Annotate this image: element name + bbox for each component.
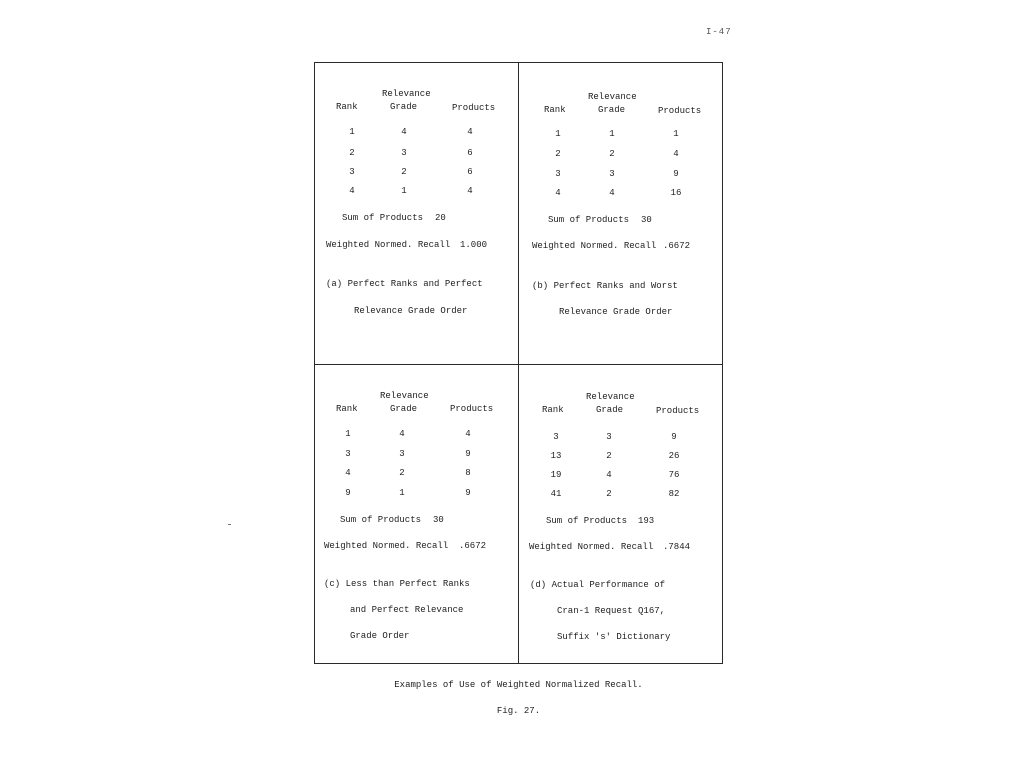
rank-cell: 1	[349, 127, 355, 137]
grade-header: Grade	[598, 105, 626, 115]
relevance-header: Relevance	[588, 92, 637, 102]
product-cell: 6	[467, 148, 473, 158]
panel-caption-line: (c) Less than Perfect Ranks	[324, 579, 470, 589]
sum-value: 30	[641, 215, 652, 225]
grade-cell: 1	[401, 186, 407, 196]
panel-b	[518, 62, 723, 364]
product-cell: 9	[673, 169, 679, 179]
recall-value: .6672	[459, 541, 487, 551]
rank-cell: 2	[349, 148, 355, 158]
rank-cell: 1	[555, 129, 561, 139]
rank-header: Rank	[544, 105, 566, 115]
products-header: Products	[658, 106, 702, 116]
products-header: Products	[452, 103, 496, 113]
rank-cell: 4	[555, 188, 561, 198]
product-cell: 4	[673, 149, 679, 159]
grade-cell: 3	[401, 148, 407, 158]
recall-value: .6672	[663, 241, 691, 251]
product-cell: 4	[465, 429, 471, 439]
panel-caption-line: and Perfect Relevance	[350, 605, 464, 615]
product-cell: 26	[668, 451, 680, 461]
panel-caption-line: (a) Perfect Ranks and Perfect	[326, 279, 483, 289]
grade-header: Grade	[390, 102, 418, 112]
grade-cell: 3	[609, 169, 615, 179]
scan-speck	[228, 524, 231, 525]
panel-caption-line: Grade Order	[350, 631, 410, 641]
grade-cell: 2	[606, 451, 612, 461]
rank-header: Rank	[542, 405, 564, 415]
rank-cell: 3	[349, 167, 355, 177]
rank-cell: 19	[550, 470, 562, 480]
rank-cell: 4	[349, 186, 355, 196]
rank-cell: 2	[555, 149, 561, 159]
product-cell: 82	[668, 489, 680, 499]
rank-cell: 41	[550, 489, 562, 499]
grade-cell: 4	[606, 470, 612, 480]
panel-caption-line: (b) Perfect Ranks and Worst	[532, 281, 678, 291]
sum-label: Sum of Products	[548, 215, 630, 225]
grade-cell: 3	[606, 432, 612, 442]
recall-label: Weighted Normed. Recall	[529, 542, 654, 552]
recall-label: Weighted Normed. Recall	[326, 240, 451, 250]
grade-cell: 4	[609, 188, 615, 198]
grade-cell: 4	[401, 127, 407, 137]
grade-cell: 1	[609, 129, 615, 139]
rank-header: Rank	[336, 102, 358, 112]
grade-cell: 1	[399, 488, 405, 498]
relevance-header: Relevance	[382, 89, 431, 99]
sum-value: 30	[433, 515, 444, 525]
recall-label: Weighted Normed. Recall	[532, 241, 657, 251]
panel-d	[518, 364, 723, 664]
rank-cell: 3	[555, 169, 561, 179]
rank-cell: 4	[345, 468, 351, 478]
panel-caption-line: Relevance Grade Order	[354, 306, 468, 316]
panel-caption-line: Suffix 's' Dictionary	[557, 632, 671, 642]
product-cell: 76	[668, 470, 680, 480]
panel-caption-line: Cran-1 Request Q167,	[557, 606, 666, 616]
grade-cell: 3	[399, 449, 405, 459]
products-header: Products	[450, 404, 494, 414]
recall-label: Weighted Normed. Recall	[324, 541, 449, 551]
sum-label: Sum of Products	[546, 516, 628, 526]
product-cell: 9	[465, 488, 471, 498]
product-cell: 6	[467, 167, 473, 177]
grade-cell: 4	[399, 429, 405, 439]
product-cell: 9	[465, 449, 471, 459]
rank-cell: 3	[553, 432, 559, 442]
sum-value: 193	[638, 516, 655, 526]
grade-cell: 2	[401, 167, 407, 177]
rank-cell: 1	[345, 429, 351, 439]
panel-c	[314, 364, 518, 664]
sum-label: Sum of Products	[342, 213, 424, 223]
product-cell: 16	[670, 188, 682, 198]
panel-caption-line: Relevance Grade Order	[559, 307, 673, 317]
relevance-header: Relevance	[586, 392, 635, 402]
products-header: Products	[656, 406, 700, 416]
product-cell: 9	[671, 432, 677, 442]
grade-header: Grade	[390, 404, 418, 414]
recall-value: 1.000	[460, 240, 488, 250]
rank-header: Rank	[336, 404, 358, 414]
product-cell: 1	[673, 129, 679, 139]
relevance-header: Relevance	[380, 391, 429, 401]
figure-label: Fig. 27.	[496, 706, 541, 716]
panel-a	[314, 62, 518, 364]
grade-header: Grade	[596, 405, 624, 415]
grade-cell: 2	[399, 468, 405, 478]
rank-cell: 9	[345, 488, 351, 498]
figure-caption: Examples of Use of Weighted Normalized Recall.	[394, 680, 643, 690]
grade-cell: 2	[606, 489, 612, 499]
product-cell: 8	[465, 468, 471, 478]
sum-label: Sum of Products	[340, 515, 422, 525]
product-cell: 4	[467, 186, 473, 196]
grade-cell: 2	[609, 149, 615, 159]
recall-value: .7844	[663, 542, 691, 552]
rank-cell: 3	[345, 449, 351, 459]
panel-caption-line: (d) Actual Performance of	[530, 580, 666, 590]
page-number: I-47	[706, 27, 732, 37]
product-cell: 4	[467, 127, 473, 137]
sum-value: 20	[435, 213, 446, 223]
rank-cell: 13	[550, 451, 562, 461]
